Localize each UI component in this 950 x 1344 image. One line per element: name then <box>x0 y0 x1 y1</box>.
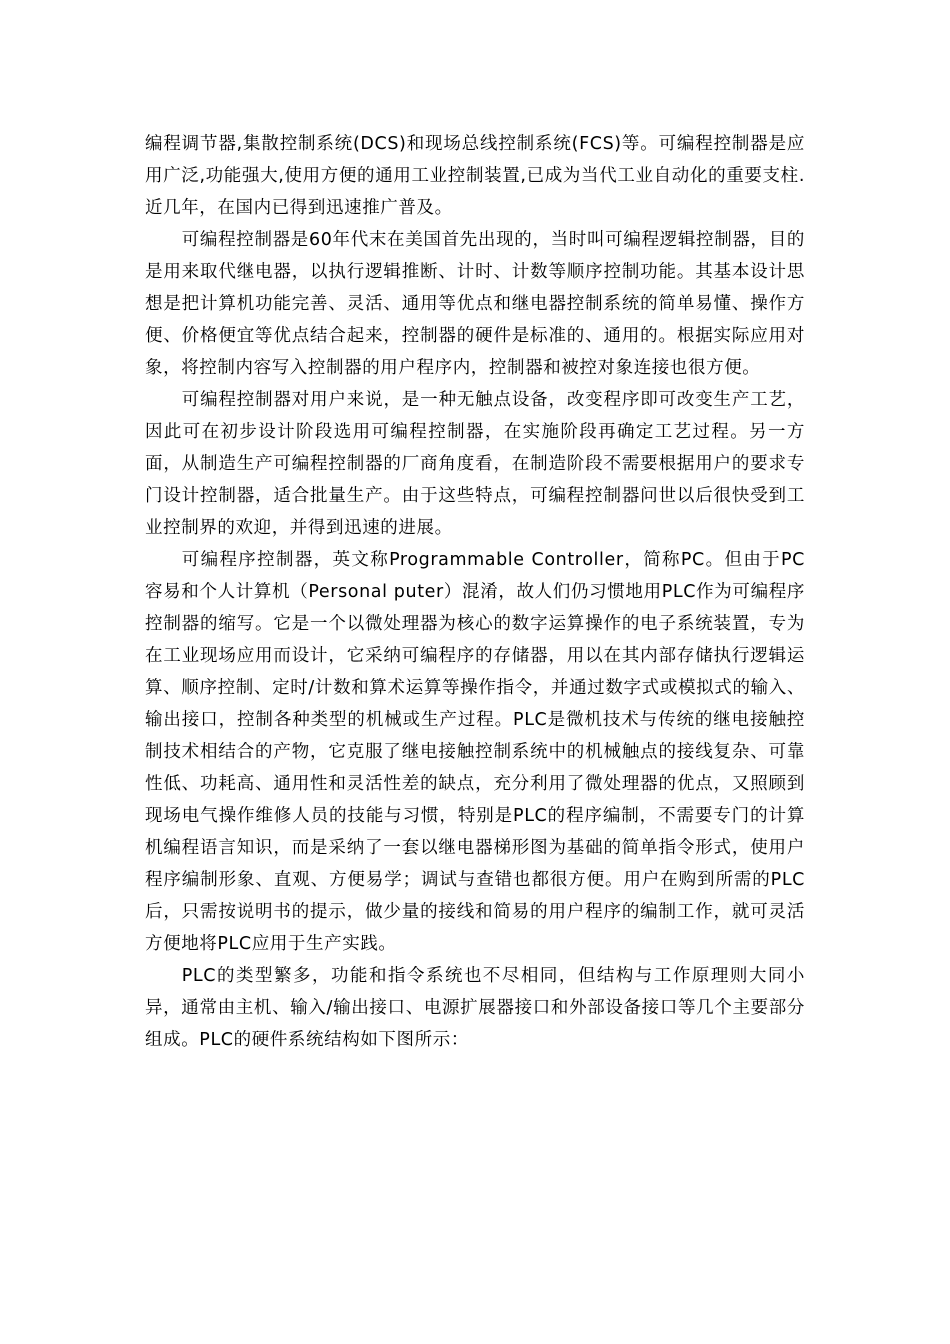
paragraph-5: PLC的类型繁多，功能和指令系统也不尽相同，但结构与工作原理则大同小异，通常由主机、输入/输出接口、电源扩展器接口和外部设备接口等几个主要部分组成。PLC的硬件系统结构如下图所示： <box>145 966 805 1050</box>
paragraph-3: 可编程控制器对用户来说，是一种无触点设备，改变程序即可改变生产工艺，因此可在初步设计阶段选用可编程控制器，在实施阶段再确定工艺过程。另一方面，从制造生产可编程控制器的厂商角度看，在制造阶段不需要根据用户的要求专门设计控制器，适合批量生产。由于这些特点，可编程控制器问世以后很快受到工业控制界的欢迎，并得到迅速的进展。 <box>145 390 805 538</box>
document-body <box>145 128 805 1056</box>
paragraph-1: 编程调节器,集散控制系统(DCS)和现场总线控制系统(FCS)等。可编程控制器是应用广泛,功能强大,使用方便的通用工业控制装置,已成为当代工业自动化的重要支柱.近几年，在国内已得到迅速推广普及。 <box>145 134 805 218</box>
paragraph-2: 可编程控制器是60年代末在美国首先出现的，当时叫可编程逻辑控制器，目的是用来取代继电器，以执行逻辑推断、计时、计数等顺序控制功能。其基本设计思想是把计算机功能完善、灵活、通用等优点和继电器控制系统的简单易懂、操作方便、价格便宜等优点结合起来，控制器的硬件是标准的、通用的。根据实际应用对象，将控制内容写入控制器的用户程序内，控制器和被控对象连接也很方便。 <box>145 230 805 378</box>
paragraph-4: 可编程序控制器，英文称Programmable Controller，简称PC。但由于PC容易和个人计算机（Personal puter）混淆，故人们仍习惯地用PLC作为可编程序控制器的缩写。它是一个以微处理器为核心的数字运算操作的电子系统装置，专为在工业现场应用而设计，它采纳可编程序的存储器，用以在其内部存储执行逻辑运算、顺序控制、定时/计数和算术运算等操作指令，并通过数字式或模拟式的输入、输出接口，控制各种类型的机械或生产过程。PLC是微机技术与传统的继电接触控制技术相结合的产物，它克服了继电接触控制系统中的机械触点的接线复杂、可靠性低、功耗高、通用性和灵活性差的缺点，充分利用了微处理器的优点，又照顾到现场电气操作维修人员的技能与习惯，特别是PLC的程序编制，不需要专门的计算机编程语言知识，而是采纳了一套以继电器梯形图为基础的简单指令形式，使用户程序编制形象、直观、方便易学；调试与查错也都很方便。用户在购到所需的PLC后，只需按说明书的提示，做少量的接线和简易的用户程序的编制工作，就可灵活方便地将PLC应用于生产实践。 <box>145 550 805 954</box>
